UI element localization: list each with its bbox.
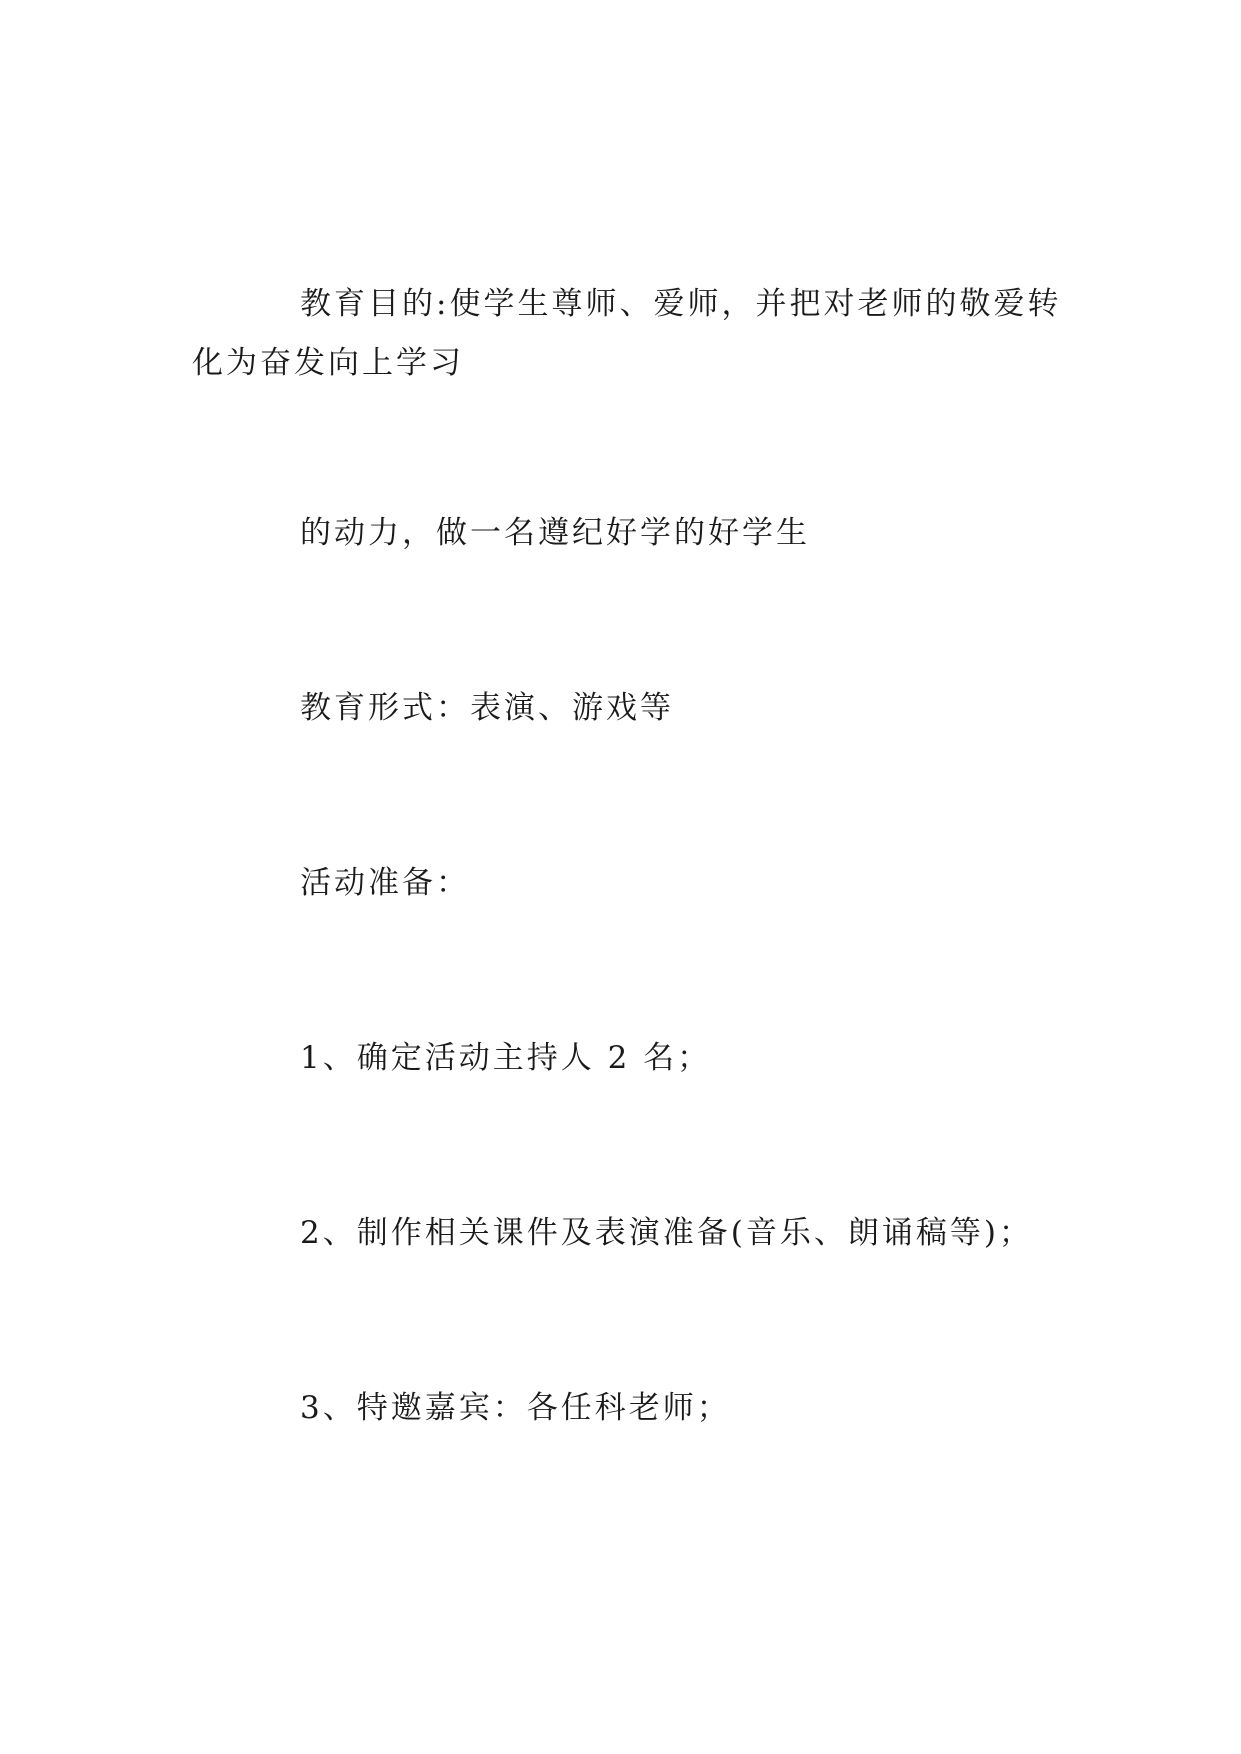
education-purpose-continued: 的动力，做一名遵纪好学的好学生 xyxy=(300,515,810,551)
preparation-item-2: 2、制作相关课件及表演准备(音乐、朗诵稿等)； xyxy=(300,1215,1033,1251)
preparation-item-3: 3、特邀嘉宾：各任科老师； xyxy=(300,1390,731,1426)
preparation-item-1: 1、确定活动主持人 2 名； xyxy=(300,1040,712,1076)
education-purpose-paragraph: 教育目的:使学生尊师、爱师，并把对老师的敬爱转化为奋发向上学习 xyxy=(192,286,1062,381)
activity-preparation-heading: 活动准备： xyxy=(300,865,470,901)
education-form-paragraph: 教育形式：表演、游戏等 xyxy=(300,690,674,726)
